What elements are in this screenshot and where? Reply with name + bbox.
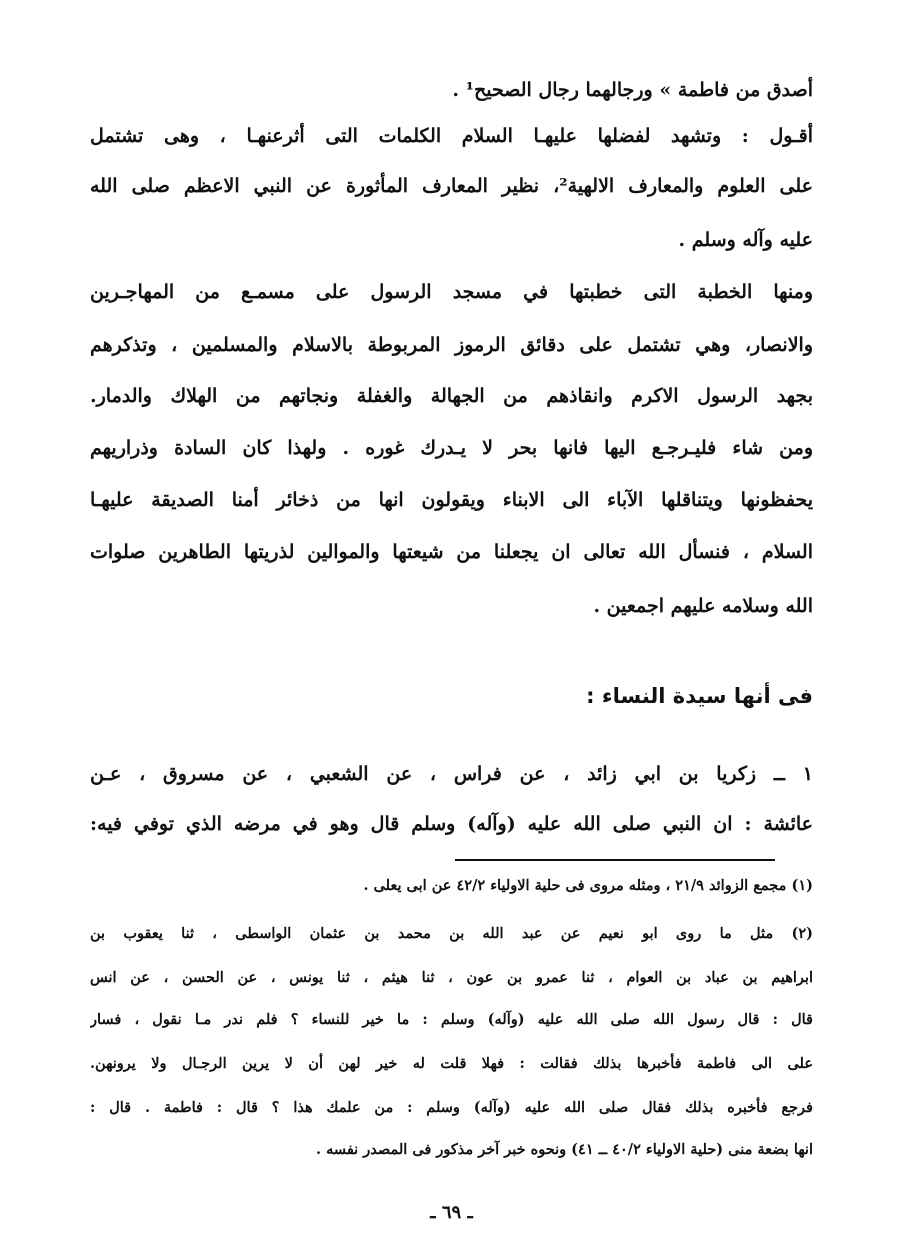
footnote-line-7: انها بضعة منى (حلية الاولياء ٤٠/٢ ــ ٤١) ونحوه خبر آخر مذكور فى المصدر نفسه . [316, 1141, 813, 1158]
footnote-line-1: (١) مجمع الزوائد ٢١/٩ ، ومثله مروى فى حلية الاولياء ٤٢/٢ عن ابى يعلى . [363, 877, 813, 894]
body-line-2: أقـول : وتشهد لفضلها عليهـا السلام الكلمات التى أثرعنهـا ، وهى تشتمل [90, 125, 813, 147]
footnote-line-3: ابراهيم بن عباد بن العوام ، ثنا عمرو بن عون ، ثنا هيثم ، ثنا يونس ، عن الحسن ، عن انس [90, 969, 813, 986]
body-line-8: ومن شاء فليـرجـع اليها فانها بحر لا يـدرك غوره . ولهذا كان السادة وذراريهم [90, 437, 813, 459]
footnote-line-6: فرجع فأخبره بذلك فقال صلى الله عليه (وآله) وسلم : من علمك هذا ؟ قال : فاطمة . قال : [90, 1099, 813, 1116]
footnote-divider [455, 859, 775, 861]
section-heading: فى أنها سيدة النساء : [586, 684, 813, 708]
footnote-line-2: (٢) مثل ما روى ابو نعيم عن عبد الله بن محمد بن عثمان الواسطى ، ثنا يعقوب بن [90, 925, 813, 942]
hadith-line-2: عائشة : ان النبي صلى الله عليه (وآله) وسلم قال وهو في مرضه الذي توفي فيه: [90, 813, 813, 835]
body-line-5: ومنها الخطبة التى خطبتها في مسجد الرسول على مسمـع من المهاجـرين [90, 281, 813, 303]
body-line-9: يحفظونها ويتناقلها الآباء الى الابناء ويقولون انها من ذخائر أمنا الصديقة عليهـا [90, 489, 813, 511]
body-line-4: عليه وآله وسلم . [678, 229, 813, 251]
footnote-line-4: قال : قال رسول الله صلى الله عليه (وآله) وسلم : ما خير للنساء ؟ فلم ندر مـا نقول ، فسار [90, 1011, 813, 1028]
page-number: ـ ٦٩ ـ [430, 1202, 473, 1223]
body-line-7: بجهد الرسول الاكرم وانقاذهم من الجهالة والغفلة ونجاتهم من الهلاك والدمار. [90, 385, 813, 407]
hadith-line-1: ١ ــ زكريا بن ابي زائد ، عن فراس ، عن الشعبي ، عن مسروق ، عـن [90, 763, 813, 785]
footnote-line-5: على الى فاطمة فأخبرها بذلك فقالت : فهلا قلت له خير لهن أن لا يرين الرجـال ولا يرونهن. [90, 1055, 813, 1072]
body-line-1: أصدق من فاطمة » ورجالهما رجال الصحيح¹ . [452, 79, 813, 101]
body-line-3: على العلوم والمعارف الالهية²، نظير المعارف المأثورة عن النبي الاعظم صلى الله [90, 175, 813, 197]
body-line-11: الله وسلامه عليهم اجمعين . [593, 595, 813, 617]
body-line-6: والانصار، وهي تشتمل على دقائق الرموز المربوطة بالاسلام والمسلمين ، وتذكرهم [90, 334, 813, 356]
body-line-10: السلام ، فنسأل الله تعالى ان يجعلنا من شيعتها والموالين لذريتها الطاهرين صلوات [90, 541, 813, 563]
